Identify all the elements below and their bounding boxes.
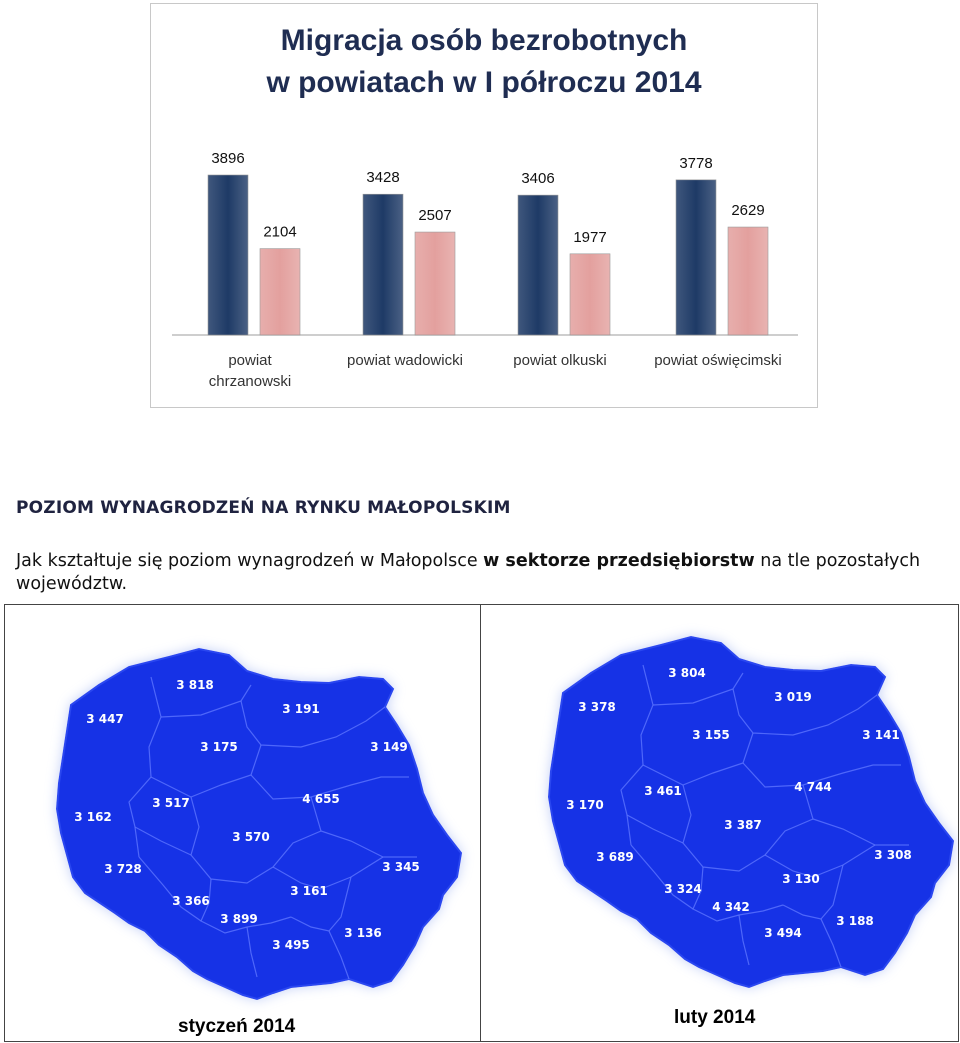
voivodeship-salary-right-15: 3 188	[836, 914, 874, 928]
voivodeship-salary-left-8: 4 655	[302, 792, 340, 806]
data-label-1-2: 3428	[366, 169, 400, 187]
voivodeship-salary-left-11: 3 345	[382, 860, 420, 874]
voivodeship-salary-left-13: 3 161	[290, 884, 328, 898]
bar-2-2	[415, 232, 455, 335]
bar-1-3	[518, 195, 558, 335]
voivodeship-salary-left-16: 3 495	[272, 938, 310, 952]
map-caption-february: luty 2014	[674, 1007, 756, 1028]
data-label-1-3: 3406	[521, 170, 555, 188]
voivodeship-salary-left-10: 3 728	[104, 862, 142, 876]
voivodeship-salary-left-7: 3 517	[152, 796, 190, 810]
voivodeship-salary-left-3: 3 191	[282, 702, 320, 716]
category-label-4-1: powiat oświęcimski	[654, 352, 782, 369]
bar-2-4	[728, 227, 768, 335]
bar-1-2	[363, 194, 403, 335]
map-panel-january	[4, 604, 481, 1042]
poland-map-february	[481, 605, 958, 1041]
intro-text-end: na tle pozostałych województw.	[16, 551, 921, 594]
category-label-1-2: chrzanowski	[208, 373, 292, 390]
bar-2-3	[570, 254, 610, 335]
voivodeship-salary-right-14: 4 342	[712, 900, 750, 914]
map-caption-january: styczeń 2014	[178, 1016, 296, 1037]
bar-1-1	[208, 175, 248, 335]
voivodeship-salary-right-3: 3 019	[774, 690, 812, 704]
voivodeship-salary-right-4: 3 155	[692, 728, 730, 742]
data-label-2-4: 2629	[731, 202, 765, 220]
poland-outline-right	[549, 637, 953, 987]
bar-1-4	[676, 180, 716, 335]
data-label-2-1: 2104	[263, 223, 297, 241]
voivodeship-salary-left-1: 3 818	[176, 678, 214, 692]
voivodeship-salary-left-5: 3 149	[370, 740, 408, 754]
data-label-1-1: 3896	[211, 150, 245, 167]
voivodeship-salary-left-2: 3 447	[86, 712, 124, 726]
voivodeship-salary-left-12: 3 366	[172, 894, 210, 908]
category-label-2-1: powiat wadowicki	[347, 352, 463, 369]
chart-title-line-2: w powiatach w I półroczu 2014	[266, 66, 702, 99]
intro-text-start: Jak kształtuje się poziom wynagrodzeń w Małopolsce	[16, 551, 484, 571]
poland-map-january	[5, 605, 480, 1041]
voivodeship-salary-right-9: 3 387	[724, 818, 762, 832]
poland-outline-left	[57, 649, 461, 999]
chart-title-line-1: Migracja osób bezrobotnych	[280, 24, 688, 57]
map-panel-february	[480, 604, 959, 1042]
bar-chart	[150, 3, 818, 408]
voivodeship-salary-right-2: 3 378	[578, 700, 616, 714]
data-label-2-3: 1977	[573, 228, 607, 246]
voivodeship-salary-left-6: 3 162	[74, 810, 112, 824]
bar-2-1	[260, 249, 300, 335]
map-left-group	[57, 649, 461, 999]
intro-paragraph	[16, 550, 946, 596]
category-label-1-1: powiat	[228, 352, 272, 369]
voivodeship-salary-right-11: 3 308	[874, 848, 912, 862]
voivodeship-salary-right-5: 3 141	[862, 728, 900, 742]
category-label-3-1: powiat olkuski	[513, 352, 607, 369]
data-label-2-2: 2507	[418, 207, 452, 225]
voivodeship-salary-right-12: 3 324	[664, 882, 702, 896]
voivodeship-salary-left-14: 3 899	[220, 912, 258, 926]
voivodeship-salary-right-7: 3 461	[644, 784, 682, 798]
data-label-1-4: 3778	[679, 154, 713, 172]
voivodeship-salary-right-1: 3 804	[668, 666, 706, 680]
voivodeship-salary-left-9: 3 570	[232, 830, 270, 844]
voivodeship-salary-right-10: 3 689	[596, 850, 634, 864]
voivodeship-salary-left-4: 3 175	[200, 740, 238, 754]
voivodeship-salary-right-16: 3 494	[764, 926, 802, 940]
intro-text-bold: w sektorze przedsiębiorstw	[483, 551, 755, 571]
section-heading: POZIOM WYNAGRODZEŃ NA RYNKU MAŁOPOLSKIM	[16, 498, 511, 518]
voivodeship-salary-right-8: 4 744	[794, 780, 832, 794]
voivodeship-salary-right-13: 3 130	[782, 872, 820, 886]
voivodeship-salary-right-6: 3 170	[566, 798, 604, 812]
map-right-group	[549, 637, 953, 987]
voivodeship-salary-left-15: 3 136	[344, 926, 382, 940]
